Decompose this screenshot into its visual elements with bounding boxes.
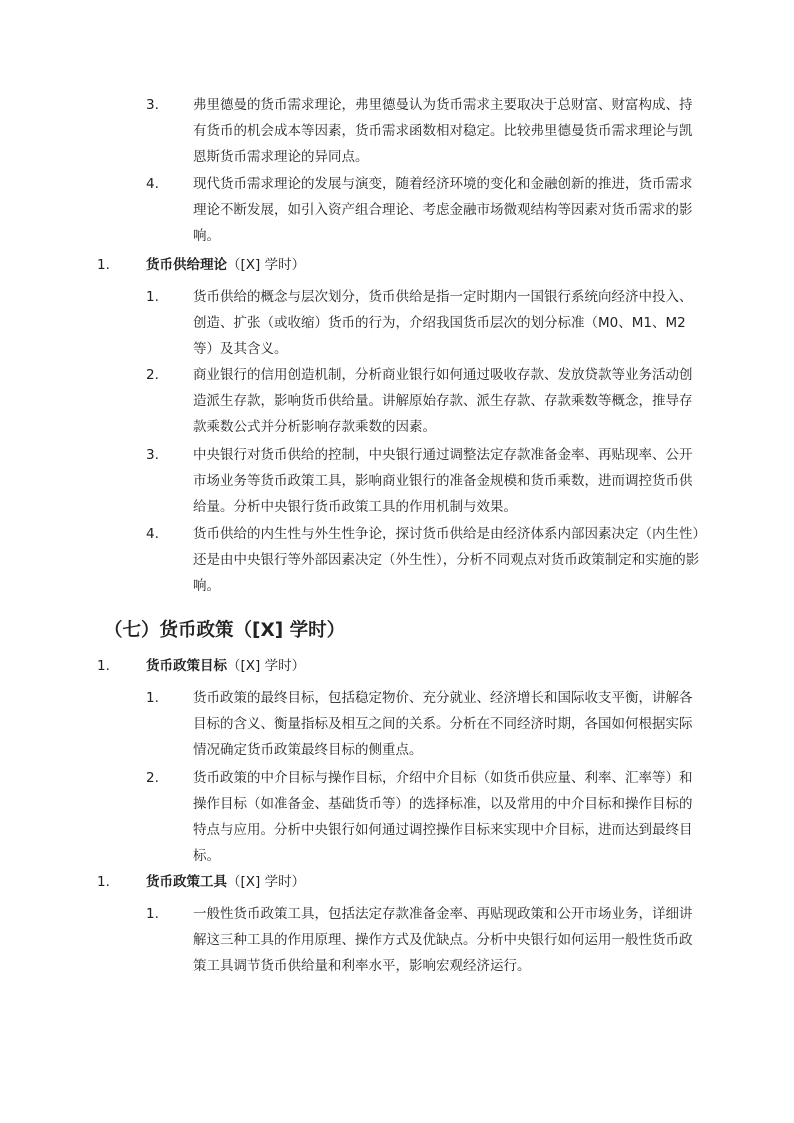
section-heading-monetary-policy: （七）货币政策（[X] 学时） [104, 620, 346, 641]
item-number: 3. [146, 97, 159, 113]
heading-text [146, 252, 305, 278]
item-text: 弗里德曼的货币需求理论，弗里德曼认为货币需求主要取决于总财富、财富构成、持有货币的机会成本等因素，货币需求函数相对稳定。比较弗里德曼货币需求理论与凯恩斯货币需求理论的异同点。 [193, 97, 693, 165]
heading-text [146, 869, 305, 895]
item-text: 货币供给的概念与层次划分，货币供给是指一定时期内一国银行系统向经济中投入、创造、扩张（或收缩）货币的行为，介绍我国货币层次的划分标准（M0、M1、M2 等）及其含义。 [193, 289, 693, 357]
heading-title: 货币政策工具 [146, 874, 227, 890]
item-text: 一般性货币政策工具，包括法定存款准备金率、再贴现政策和公开市场业务，详细讲解这三种工具的作用原理、操作方式及优缺点。分析中央银行如何运用一般性货币政策工具调节货币供给量和利率水平，影响宏观经济运行。 [193, 906, 693, 974]
item-text: 商业银行的信用创造机制，分析商业银行如何通过吸收存款、发放贷款等业务活动创造派生存款，影响货币供给量。讲解原始存款、派生存款、存款乘数等概念，推导存款乘数公式并分析影响存款乘数的因素。 [193, 367, 693, 435]
item-text: 货币政策的最终目标，包括稳定物价、充分就业、经济增长和国际收支平衡，讲解各目标的含义、衡量指标及相互之间的关系。分析在不同经济时期，各国如何根据实际情况确定货币政策最终目标的侧重点。 [193, 690, 693, 758]
heading-number: 1. [97, 874, 110, 890]
item-number: 1. [146, 690, 159, 706]
heading-title: 货币供给理论 [146, 257, 227, 273]
item-text: 中央银行对货币供给的控制，中央银行通过调整法定存款准备金率、再贴现率、公开市场业务等货币政策工具，影响商业银行的准备金规模和货币乘数，进而调控货币供给量。分析中央银行货币政策工具的作用机制与效果。 [193, 447, 693, 515]
item-text: 现代货币需求理论的发展与演变，随着经济环境的变化和金融创新的推进，货币需求理论不断发展，如引入资产组合理论、考虑金融市场微观结构等因素对货币需求的影响。 [193, 176, 693, 244]
item-text: 货币政策的中介目标与操作目标，介绍中介目标（如货币供应量、利率、汇率等）和操作目标（如准备金、基础货币等）的选择标准，以及常用的中介目标和操作目标的特点与应用。分析中央银行如何通过调控操作目标来实现中介目标，进而达到最终目标。 [193, 770, 693, 864]
item-number: 4. [146, 176, 159, 192]
item-number: 2. [146, 367, 159, 383]
heading-number: 1. [97, 658, 110, 674]
heading-hours: （[X] 学时） [227, 874, 306, 890]
heading-text [146, 653, 305, 679]
heading-hours: （[X] 学时） [227, 658, 306, 674]
item-number: 4. [146, 526, 159, 542]
heading-hours: （[X] 学时） [227, 257, 306, 273]
item-text: 货币供给的内生性与外生性争论，探讨货币供给是由经济体系内部因素决定（内生性）还是由中央银行等外部因素决定（外生性），分析不同观点对货币政策制定和实施的影响。 [193, 526, 700, 594]
item-number: 1. [146, 906, 159, 922]
heading-number: 1. [97, 257, 110, 273]
item-number: 1. [146, 289, 159, 305]
heading-title: 货币政策目标 [146, 658, 227, 674]
item-number: 2. [146, 770, 159, 786]
item-number: 3. [146, 447, 159, 463]
